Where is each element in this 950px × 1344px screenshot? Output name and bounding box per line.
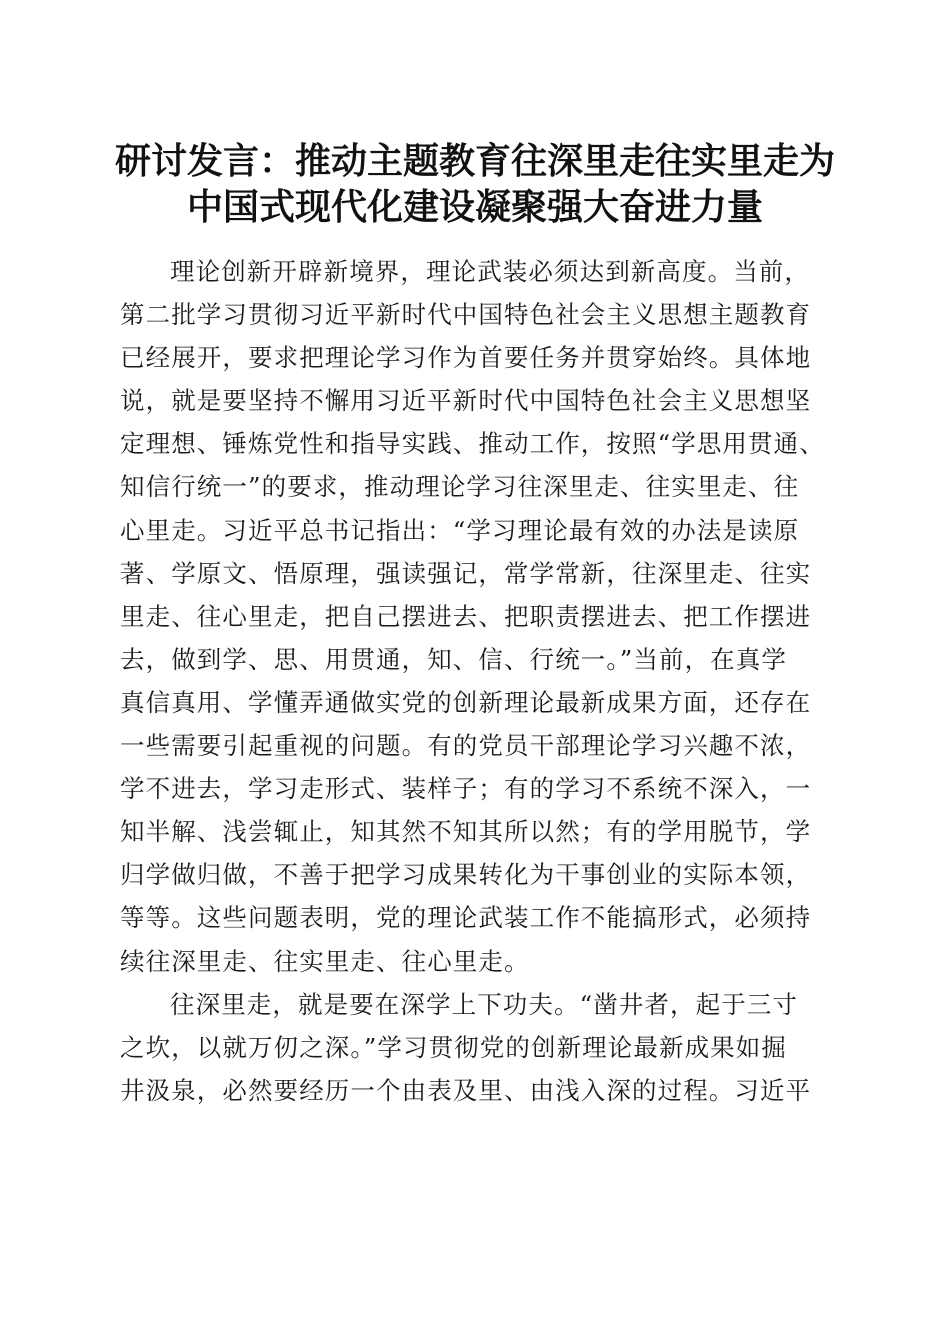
paragraph-1-line: 定理想、锤炼党性和指导实践、推动工作，按照“学思用贯通、 xyxy=(120,429,825,459)
paragraph-1-line: 归学做归做，不善于把学习成果转化为干事创业的实际本领， xyxy=(120,860,812,890)
paragraph-1-line: 去，做到学、思、用贯通，知、信、行统一。”当前，在真学 xyxy=(120,644,787,674)
title-line-1: 研讨发言：推动主题教育往深里走往实里走为 xyxy=(114,140,835,182)
paragraph-1-line: 一些需要引起重视的问题。有的党员干部理论学习兴趣不浓， xyxy=(120,731,812,761)
paragraph-1-line: 理论创新开辟新境界，理论武装必须达到新高度。当前， xyxy=(170,257,810,286)
paragraph-2-line: 井汲泉，必然要经历一个由表及里、由浅入深的过程。习近平 xyxy=(120,1075,812,1105)
document-body xyxy=(120,250,830,1112)
paragraph-1-line: 著、学原文、悟原理，强读强记，常学常新，往深里走、往实 xyxy=(120,558,812,588)
paragraph-1-line: 第二批学习贯彻习近平新时代中国特色社会主义思想主题教育 xyxy=(120,300,812,330)
paragraph-1-line: 知半解、浅尝辄止，知其然不知其所以然；有的学用脱节，学 xyxy=(120,817,812,847)
document-title xyxy=(0,138,950,230)
title-line-2: 中国式现代化建设凝聚强大奋进力量 xyxy=(186,186,763,228)
paragraph-1-line: 等等。这些问题表明，党的理论武装工作不能搞形式，必须持 xyxy=(120,903,812,933)
paragraph-1-line: 真信真用、学懂弄通做实党的创新理论最新成果方面，还存在 xyxy=(120,687,812,717)
paragraph-1-line: 心里走。习近平总书记指出：“学习理论最有效的办法是读原 xyxy=(120,515,800,545)
paragraph-1-line: 已经展开，要求把理论学习作为首要任务并贯穿始终。具体地 xyxy=(120,343,812,373)
paragraph-2-line: 之坎，以就万仞之深。”学习贯彻党的创新理论最新成果如掘 xyxy=(120,1032,787,1062)
paragraph-1-line: 知信行统一”的要求，推动理论学习往深里走、往实里走、往 xyxy=(120,472,800,502)
paragraph-1-line: 学不进去，学习走形式、装样子；有的学习不系统不深入，一 xyxy=(120,774,812,804)
paragraph-1-line: 里走、往心里走，把自己摆进去、把职责摆进去、把工作摆进 xyxy=(120,601,812,631)
paragraph-1-line: 说，就是要坚持不懈用习近平新时代中国特色社会主义思想坚 xyxy=(120,386,812,416)
paragraph-1-line: 续往深里走、往实里走、往心里走。 xyxy=(120,946,530,976)
paragraph-2-line: 往深里走，就是要在深学上下功夫。“凿井者，起于三寸 xyxy=(170,989,799,1019)
